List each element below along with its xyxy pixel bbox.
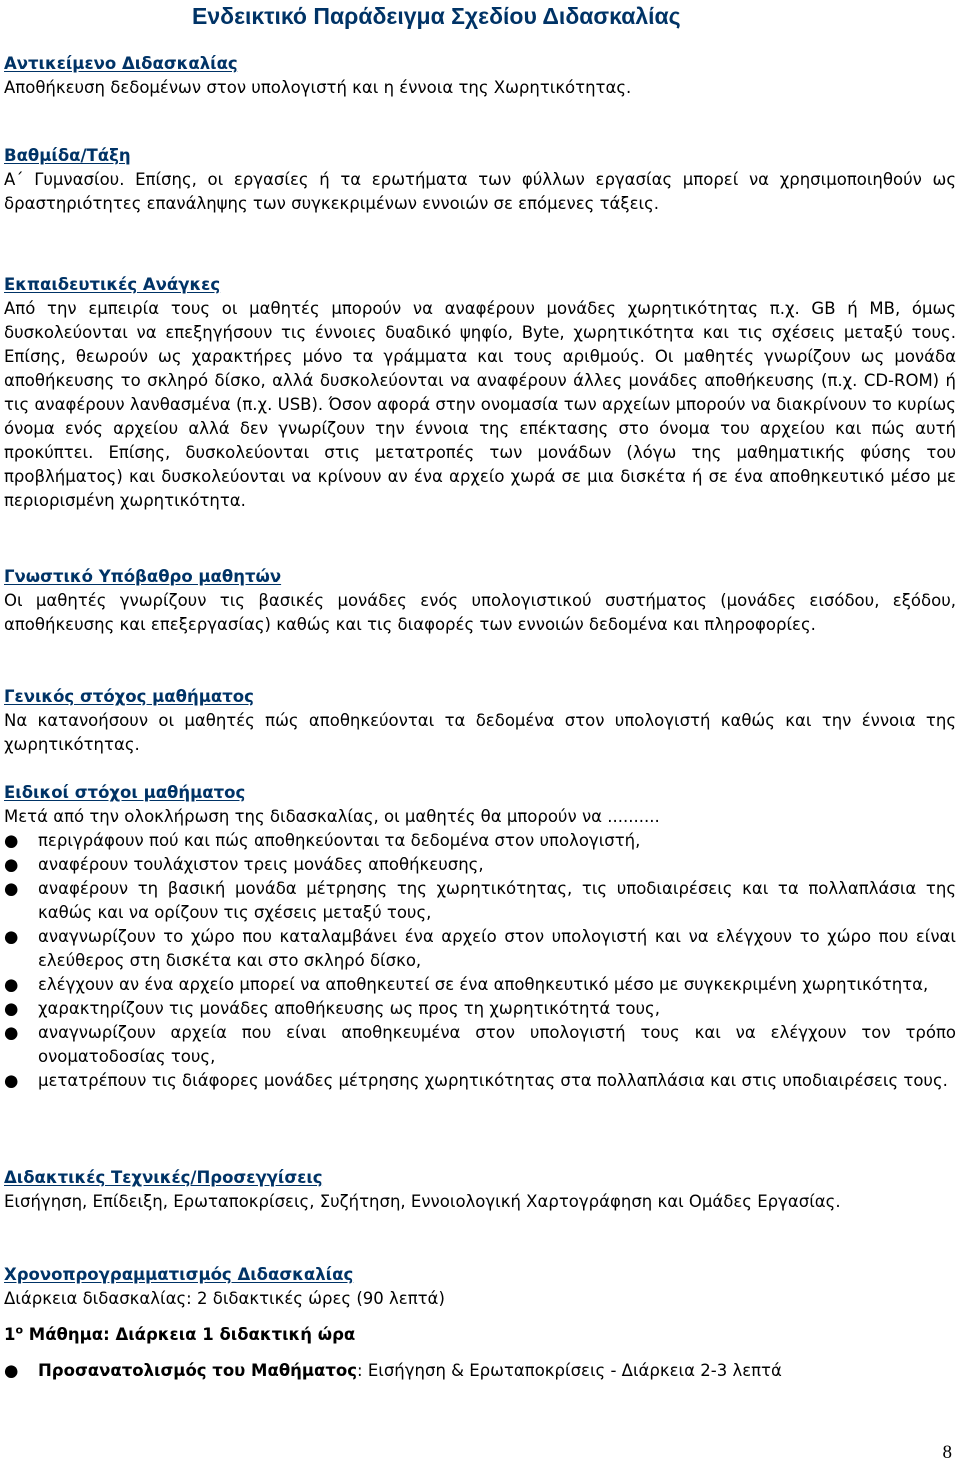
background-text: Οι μαθητές γνωρίζουν τις βασικές μονάδες ενός υπολογιστικού συστήματος (μονάδες εισόδου, εξόδου, αποθήκευσης και επεξεργασίας) καθώς και τις διαφορές των εννοιών δεδομένα και πληροφορίες. — [4, 591, 956, 634]
list-item: ● αναγνωρίζουν αρχεία που είναι αποθηκευμένα στον υπολογιστή τους και να ελέγχουν τον τρόπο ονοματοδοσίας τους, — [4, 1023, 956, 1066]
list-item — [4, 1359, 956, 1383]
list-item: ● περιγράφουν πού και πώς αποθηκεύονται τα δεδομένα στον υπολογιστή, — [4, 829, 956, 853]
subject-heading: Αντικείμενο Διδασκαλίας — [4, 54, 238, 73]
bullet-icon: ● — [4, 1361, 19, 1380]
techniques-heading: Διδακτικές Τεχνικές/Προσεγγίσεις — [4, 1168, 323, 1187]
section-specific-goals — [4, 781, 956, 1093]
section-subject — [4, 52, 956, 100]
background-heading: Γνωστικό Υπόβαθρο μαθητών — [4, 567, 282, 586]
list-item: ● αναφέρουν τουλάχιστον τρεις μονάδες αποθήκευσης, — [4, 853, 956, 877]
techniques-text: Εισήγηση, Επίδειξη, Ερωταποκρίσεις, Συζήτηση, Εννοιολογική Χαρτογράφηση και Ομάδες Εργασίας. — [4, 1192, 841, 1211]
needs-text: Από την εμπειρία τους οι μαθητές μπορούν να αναφέρουν μονάδες χωρητικότητας π.χ. GB ή MB, όμως δυσκολεύονται να επεξηγήσουν τις έννοιες δυαδικό ψηφίο, Byte, χωρητικότητα και τις σχέσεις μεταξύ τους. Επίσης, θεωρούν ως χαρακτήρες μόνο τα γράμματα και τους αριθμούς. Οι μαθητές γνωρίζουν ως μονάδα αποθήκευσης το σκληρό δίσκο, αλλά δυσκολεύονται να αναφέρουν άλλες μονάδες αποθήκευσης (π.χ. CD-ROM) ή τις αναφέρουν λανθασμένα (π.χ. USB). Όσον αφορά στην ονομασία των αρχείων μπορούν να διακρίνουν το κυρίως όνομα ενός αρχείου αλλά δεν γνωρίζουν την έννοια της επέκτασης στο όνομα του αρχείου και πώς αυτή προκύπτει. Επίσης, δυσκολεύονται στις μετατροπές των μονάδων (λόγω της μαθηματικής φύσης του προβλήματος) και δυσκολεύονται να κρίνουν αν ένα αρχείο χωρά σε μια δισκέτα ή σε ένα αποθηκευτικό μέσο με περιορισμένη χωρητικότητα. — [4, 299, 956, 510]
list-item: ● ελέγχουν αν ένα αρχείο μπορεί να αποθηκευτεί σε ένα αποθηκευτικό μέσο με συγκεκριμένη χωρητικότητα, — [4, 973, 956, 997]
session1-item-text: : Εισήγηση & Ερωταποκρίσεις - Διάρκεια 2-3 λεπτά — [357, 1361, 782, 1380]
list-item: ● αναφέρουν τη βασική μονάδα μέτρησης της χωρητικότητας, τις υποδιαιρέσεις και τα πολλαπλάσια της καθώς και να ορίζουν τις σχέσεις μεταξύ τους, — [4, 879, 956, 922]
bullet-icon: ● — [4, 879, 19, 898]
grade-heading: Βαθμίδα/Τάξη — [4, 146, 131, 165]
list-item: ● χαρακτηρίζουν τις μονάδες αποθήκευσης ως προς τη χωρητικότητά τους, — [4, 997, 956, 1021]
bullet-icon: ● — [4, 855, 19, 874]
page-number: 8 — [942, 1442, 952, 1463]
section-general-goal — [4, 685, 956, 757]
section-needs — [4, 273, 956, 513]
session1-title: $1^o$ Μάθημα: Διάρκεια 1 διδακτική ώρα — [4, 1323, 356, 1344]
section-grade — [4, 144, 956, 216]
specific-goals-list — [4, 829, 956, 1093]
bullet-icon: ● — [4, 831, 19, 850]
subject-text: Αποθήκευση δεδομένων στον υπολογιστή και η έννοια της Χωρητικότητας. — [4, 78, 632, 97]
general-goal-heading: Γενικός στόχος μαθήματος — [4, 687, 254, 706]
bullet-icon: ● — [4, 1071, 19, 1090]
section-schedule — [4, 1263, 956, 1311]
section-session1 — [4, 1323, 956, 1383]
schedule-heading: Χρονοπρογραμματισμός Διδασκαλίας — [4, 1265, 354, 1284]
general-goal-text: Να κατανοήσουν οι μαθητές πώς αποθηκεύονται τα δεδομένα στον υπολογιστή καθώς και την έννοια της χωρητικότητας. — [4, 711, 956, 754]
list-item: ● μετατρέπουν τις διάφορες μονάδες μέτρησης χωρητικότητας στα πολλαπλάσια και στις υποδιαιρέσεις τους. — [4, 1069, 956, 1093]
section-techniques — [4, 1166, 956, 1214]
specific-goals-heading: Ειδικοί στόχοι μαθήματος — [4, 783, 246, 802]
section-background — [4, 565, 956, 637]
bullet-icon: ● — [4, 1023, 19, 1042]
session1-list — [4, 1359, 956, 1383]
session1-item-label: Προσανατολισμός του Μαθήματος — [38, 1361, 358, 1380]
bullet-icon: ● — [4, 999, 19, 1018]
bullet-icon: ● — [4, 975, 19, 994]
needs-heading: Εκπαιδευτικές Ανάγκες — [4, 275, 221, 294]
bullet-icon: ● — [4, 927, 19, 946]
schedule-text: Διάρκεια διδασκαλίας: 2 διδακτικές ώρες (90 λεπτά) — [4, 1289, 445, 1308]
page-title: Ενδεικτικό Παράδειγμα Σχεδίου Διδασκαλίας — [192, 3, 681, 29]
grade-text: Α΄ Γυμνασίου. Επίσης, οι εργασίες ή τα ερωτήματα των φύλλων εργασίας μπορεί να χρησιμοποιηθούν ως δραστηριότητες επανάληψης των συγκεκριμένων εννοιών σε επόμενες τάξεις. — [4, 170, 956, 213]
list-item: ● αναγνωρίζουν το χώρο που καταλαμβάνει ένα αρχείο στον υπολογιστή και να ελέγχουν το χώρο που είναι ελεύθερος στη δισκέτα και στο σκληρό δίσκο, — [4, 927, 956, 970]
specific-goals-intro: Μετά από την ολοκλήρωση της διδασκαλίας, οι μαθητές θα μπορούν να .......... — [4, 807, 660, 826]
